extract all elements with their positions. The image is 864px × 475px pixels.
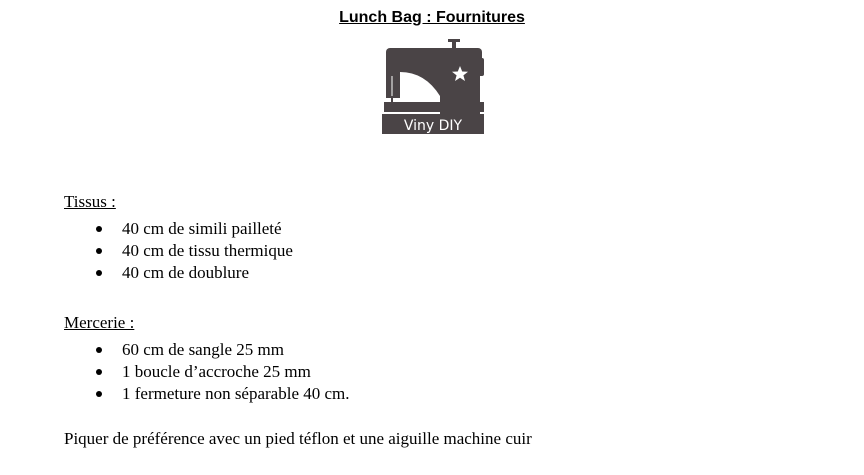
tissus-list (96, 218, 293, 284)
mercerie-heading: Mercerie : (64, 313, 135, 332)
document-title: Lunch Bag : Fournitures (339, 9, 525, 26)
sewing-note: Piquer de préférence avec un pied téflon et une aiguille machine cuir (64, 429, 532, 448)
list-item: 1 boucle d’accroche 25 mm (96, 361, 350, 383)
tissus-heading: Tissus : (64, 192, 116, 211)
mercerie-list (96, 339, 350, 405)
logo-text: Viny DIY (403, 118, 463, 134)
brand-logo (370, 36, 494, 146)
list-item: 60 cm de sangle 25 mm (96, 339, 350, 361)
list-item: 40 cm de doublure (96, 262, 293, 284)
list-item: 1 fermeture non séparable 40 cm. (96, 383, 350, 405)
sewing-machine-icon (370, 36, 494, 146)
list-item: 40 cm de simili pailleté (96, 218, 293, 240)
list-item: 40 cm de tissu thermique (96, 240, 293, 262)
